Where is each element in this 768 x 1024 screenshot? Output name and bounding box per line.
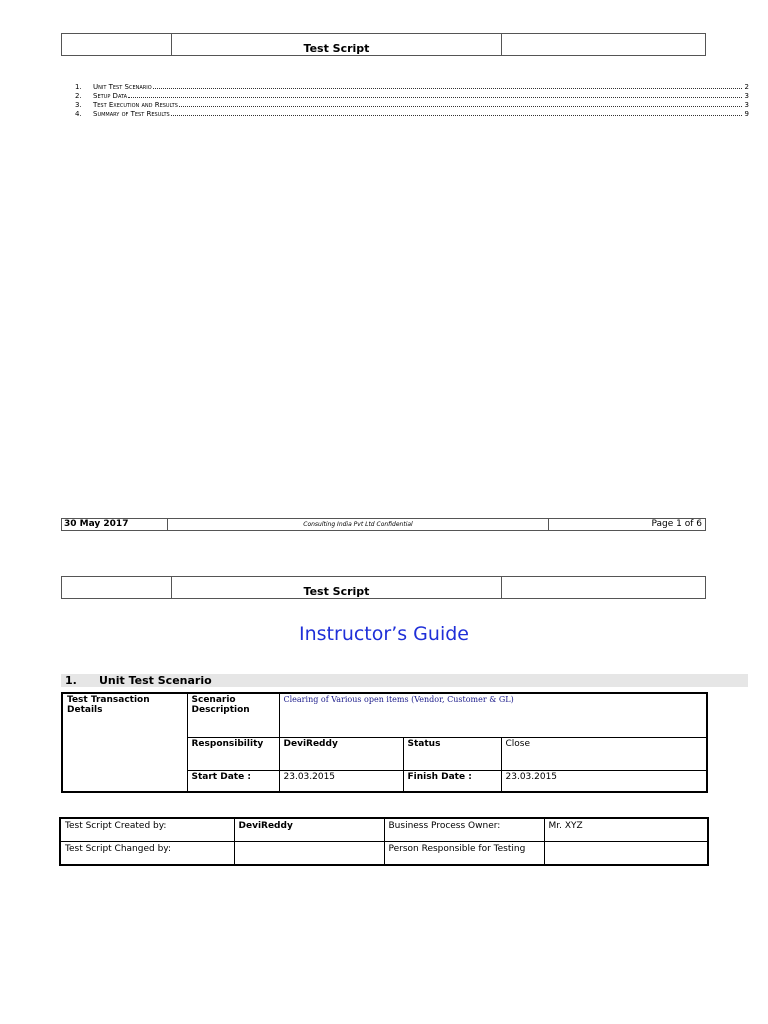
toc-title: Test Execution and Results: [93, 100, 178, 109]
test-transaction-label: Test Transaction Details: [62, 693, 187, 792]
header-left-cell: [62, 577, 172, 598]
changed-by-label: Test Script Changed by:: [60, 842, 234, 866]
toc-entry[interactable]: [75, 100, 749, 109]
business-process-owner-label: Business Process Owner:: [384, 818, 544, 842]
section-number: 1.: [65, 674, 77, 687]
toc-title: Unit Test Scenario: [93, 82, 152, 91]
header-title: Test Script: [172, 577, 502, 598]
header-right-cell: [502, 34, 705, 55]
toc-entry[interactable]: [75, 109, 749, 118]
footer-page-number: Page 1 of 6: [651, 519, 702, 529]
responsibility-value: DeviReddy: [279, 737, 403, 770]
toc-number: 4.: [75, 109, 82, 118]
header-title: Test Script: [172, 34, 502, 55]
created-by-value: DeviReddy: [234, 818, 384, 842]
toc-number: 2.: [75, 91, 82, 100]
toc-leader: [179, 106, 742, 107]
toc-page: 2: [744, 82, 749, 91]
page1-footer: [61, 518, 706, 531]
header-right-cell: [502, 577, 705, 598]
table-of-contents: [75, 82, 749, 118]
page1-header: [61, 33, 706, 56]
section-heading: [61, 674, 748, 687]
toc-leader: [153, 88, 742, 89]
toc-entry[interactable]: [75, 82, 749, 91]
header-left-cell: [62, 34, 172, 55]
owner-table: [59, 817, 709, 866]
start-date-value: 23.03.2015: [279, 770, 403, 792]
toc-leader: [128, 97, 742, 98]
person-responsible-value: [544, 842, 708, 866]
footer-date: 30 May 2017: [62, 519, 168, 530]
toc-page: 3: [744, 91, 749, 100]
section-title: Unit Test Scenario: [99, 674, 212, 687]
toc-number: 1.: [75, 82, 82, 91]
business-process-owner-value: Mr. XYZ: [544, 818, 708, 842]
toc-page: 9: [744, 109, 749, 118]
status-value: Close: [501, 737, 707, 770]
footer-confidential: Consulting India Pvt Ltd Confidential: [168, 519, 549, 530]
toc-page: 3: [744, 100, 749, 109]
toc-title: Setup Data: [93, 91, 128, 100]
person-responsible-label: Person Responsible for Testing: [384, 842, 544, 866]
status-label: Status: [403, 737, 501, 770]
scenario-table: [61, 692, 708, 793]
toc-entry[interactable]: [75, 91, 749, 100]
instructors-guide-title: Instructor’s Guide: [299, 623, 469, 645]
toc-number: 3.: [75, 100, 82, 109]
created-by-label: Test Script Created by:: [60, 818, 234, 842]
finish-date-value: 23.03.2015: [501, 770, 707, 792]
toc-title: Summary of Test Results: [93, 109, 170, 118]
start-date-label: Start Date :: [187, 770, 279, 792]
page2-header: [61, 576, 706, 599]
changed-by-value: [234, 842, 384, 866]
responsibility-label: Responsibility: [187, 737, 279, 770]
scenario-description-label: Scenario Description: [187, 693, 279, 737]
finish-date-label: Finish Date :: [403, 770, 501, 792]
scenario-description-value: Clearing of Various open items (Vendor, Customer & GL): [279, 693, 707, 737]
toc-leader: [171, 115, 742, 116]
